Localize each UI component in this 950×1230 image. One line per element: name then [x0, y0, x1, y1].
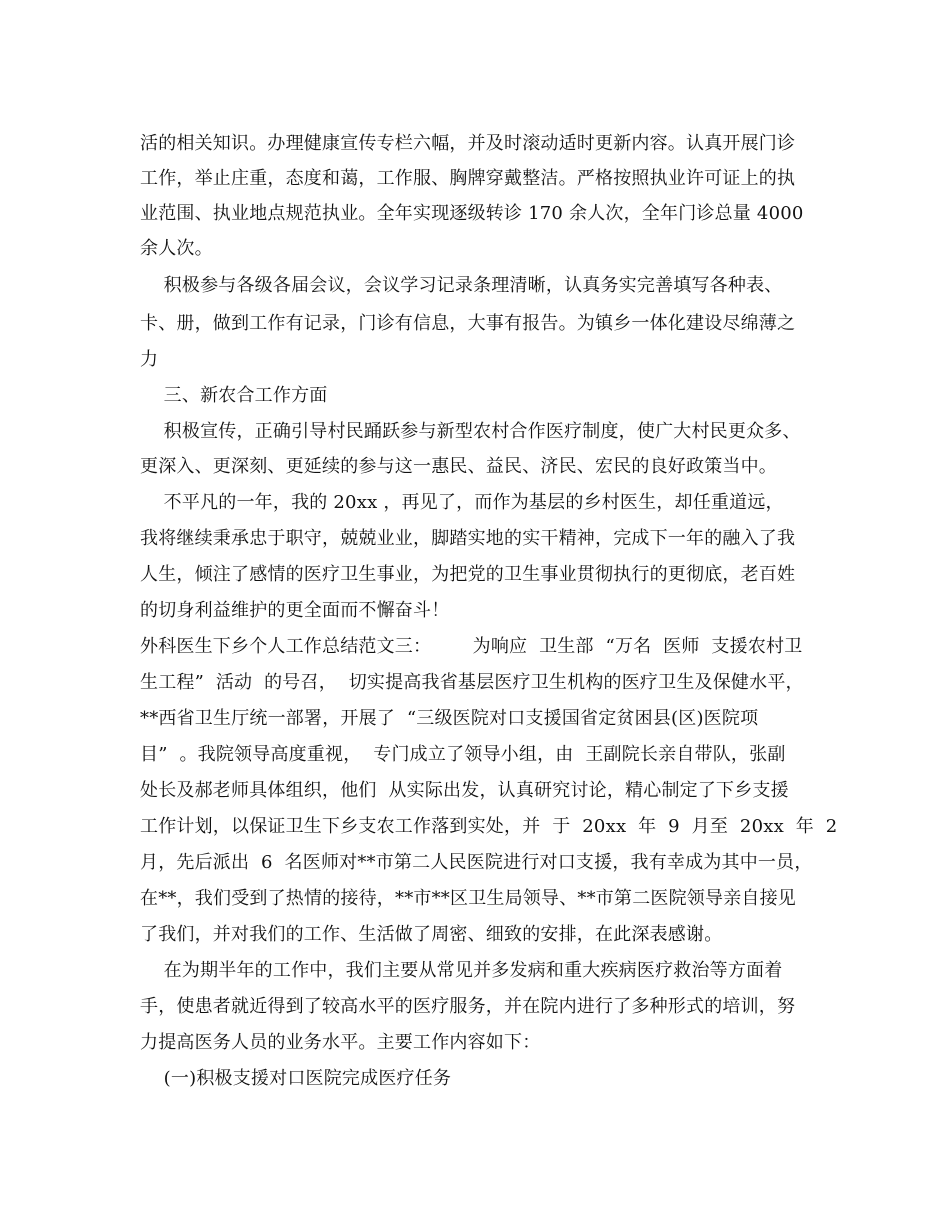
section-heading: 三、新农合工作方面 [140, 385, 328, 406]
text-line: 活的相关知识。办理健康宣传专栏六幅，并及时滚动适时更新内容。认真开展门诊 [140, 133, 796, 154]
text-line: 力 [140, 349, 159, 370]
text-line: 的切身利益维护的更全面而不懈奋斗！ [140, 600, 450, 621]
text-line: 卡、册，做到工作有记录，门诊有信息，大事有报告。为镇乡一体化建设尽绵薄之 [140, 313, 796, 334]
text-line: 月，先后派出 6 名医师对**市第二人民医院进行对口支援，我有幸成为其中一员， [140, 852, 813, 873]
text-line: 工作，举止庄重，态度和蔼，工作服、胸牌穿戴整洁。严格按照执业许可证上的执 [140, 168, 796, 189]
text-line: 处长及郝老师具体组织，他们 从实际出发，认真研究讨论，精心制定了下乡支援 [140, 780, 789, 801]
article-title-line: 外科医生下乡个人工作总结范文三： 为响应 卫生部 “万名 医师 支援农村卫 [140, 636, 803, 657]
text-line: 在**，我们受到了热情的接待，**市**区卫生局领导、**市第二医院领导亲自接见 [140, 888, 796, 909]
text-line: 更深入、更深刻、更延续的参与这一惠民、益民、济民、宏民的良好政策当中。 [140, 456, 777, 477]
text-line: 工作计划，以保证卫生下乡支农工作落到实处，并 于 20xx 年 9 月至 20xx 年 2 [140, 816, 838, 837]
text-line: 在为期半年的工作中，我们主要从常见并多发病和重大疾病医疗救治等方面着 [140, 960, 783, 981]
text-line: 业范围、执业地点规范执业。全年实现逐级转诊 170 余人次，全年门诊总量 4000 [140, 203, 804, 224]
text-line: 不平凡的一年，我的 20xx ，再见了，而作为基层的乡村医生，却任重道远， [140, 492, 784, 513]
text-line: 余人次。 [140, 238, 213, 259]
text-line: 力提高医务人员的业务水平。主要工作内容如下： [140, 1032, 541, 1053]
text-line: 人生，倾注了感情的医疗卫生事业，为把党的卫生事业贯彻执行的更彻底，老百姓 [140, 564, 796, 585]
text-line: 目” 。我院领导高度重视， 专门成立了领导小组，由 王副院长亲自带队，张副 [140, 744, 786, 765]
text-line: 积极参与各级各届会议，会议学习记录条理清晰，认真务实完善填写各种表、 [140, 275, 783, 296]
subsection-heading: (一)积极支援对口医院完成医疗任务 [140, 1068, 452, 1089]
text-line: 手，使患者就近得到了较高水平的医疗服务，并在院内进行了多种形式的培训，努 [140, 996, 796, 1017]
text-line: 我将继续秉承忠于职守，兢兢业业，脚踏实地的实干精神，完成下一年的融入了我 [140, 528, 796, 549]
text-line: 了我们，并对我们的工作、生活做了周密、细致的安排，在此深表感谢。 [140, 924, 723, 945]
text-line: 积极宣传，正确引导村民踊跃参与新型农村合作医疗制度，使广大村民更众多、 [140, 421, 801, 442]
text-line: 生工程” 活动 的号召， 切实提高我省基层医疗卫生机构的医疗卫生及保健水平， [140, 672, 804, 693]
text-line: **西省卫生厅统一部署，开展了 “三级医院对口支援国省定贫困县(区)医院项 [140, 708, 759, 729]
